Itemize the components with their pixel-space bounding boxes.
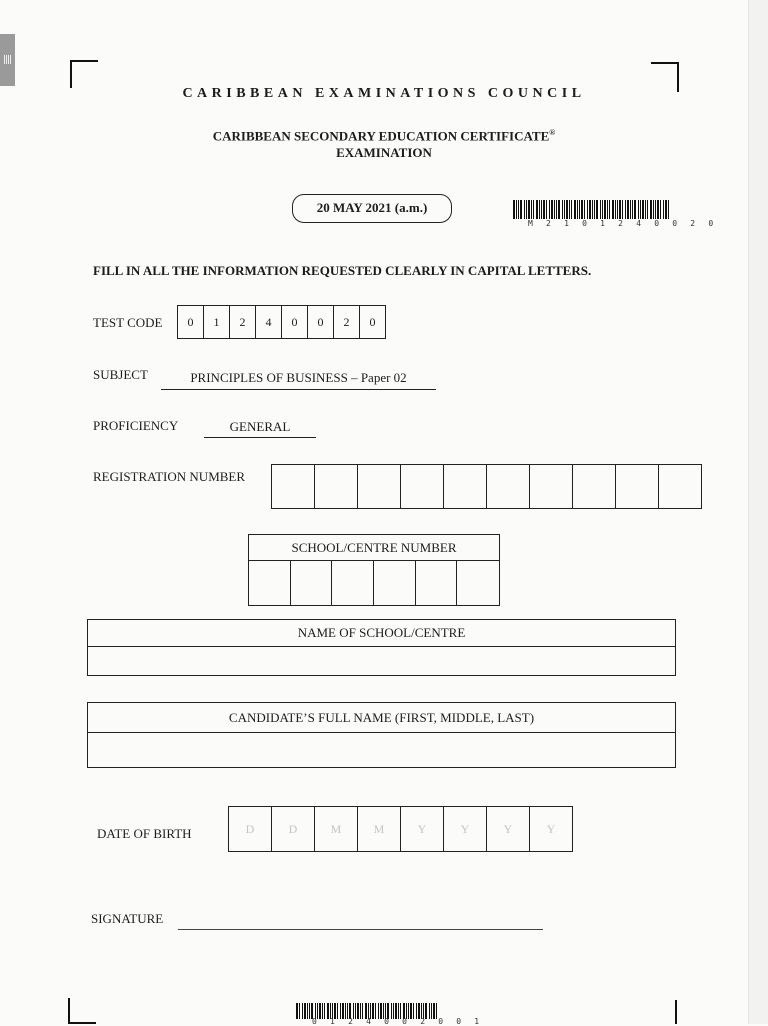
- registration-number-cell[interactable]: [272, 465, 315, 508]
- test-code-label: TEST CODE: [93, 315, 163, 330]
- test-code-digit: 0: [308, 306, 334, 338]
- signature-line[interactable]: [178, 929, 543, 930]
- barcode-top-text: M 2 1 0 1 2 4 0 0 2 0: [528, 219, 718, 228]
- test-code-digit: 4: [256, 306, 282, 338]
- school-centre-number-label: SCHOOL/CENTRE NUMBER: [249, 535, 499, 561]
- test-code-digit: 0: [360, 306, 386, 338]
- corner-mark-bottom-right: [675, 1000, 677, 1024]
- test-code-digit: 0: [178, 306, 204, 338]
- barcode-bottom-text: 0 1 2 4 0 0 2 0 0 1: [312, 1017, 484, 1026]
- test-code-digit: 2: [334, 306, 360, 338]
- candidate-name-field[interactable]: [88, 733, 675, 767]
- certificate-name: CARIBBEAN SECONDARY EDUCATION CERTIFICATE: [212, 128, 550, 144]
- signature-label: SIGNATURE: [91, 911, 164, 926]
- subject-label: SUBJECT: [93, 367, 148, 382]
- registration-number-cell[interactable]: [659, 465, 702, 508]
- candidate-name-box: [87, 702, 676, 768]
- registration-number-cell[interactable]: [401, 465, 444, 508]
- test-code-digit: 0: [282, 306, 308, 338]
- registration-number-cell[interactable]: [530, 465, 573, 508]
- registration-number-cell[interactable]: [444, 465, 487, 508]
- school-centre-number-box: [248, 534, 500, 606]
- certificate-title: [0, 124, 768, 161]
- date-of-birth-cell[interactable]: Y: [444, 807, 487, 851]
- school-centre-number-cell[interactable]: [249, 561, 291, 605]
- school-centre-number-cell[interactable]: [291, 561, 333, 605]
- examination-word: EXAMINATION: [336, 145, 432, 161]
- date-of-birth-cell[interactable]: Y: [487, 807, 530, 851]
- date-of-birth-cell[interactable]: Y: [530, 807, 573, 851]
- date-of-birth-cell[interactable]: D: [229, 807, 272, 851]
- school-name-label: NAME OF SCHOOL/CENTRE: [88, 620, 675, 647]
- school-centre-number-cell[interactable]: [374, 561, 416, 605]
- proficiency-label: PROFICIENCY: [93, 418, 179, 433]
- page-edge-tab: [0, 34, 15, 86]
- corner-mark-bottom-left: [68, 998, 96, 1024]
- date-of-birth-cell[interactable]: M: [315, 807, 358, 851]
- test-code-grid: [177, 305, 386, 339]
- exam-date: 20 MAY 2021 (a.m.): [292, 194, 452, 223]
- registration-number-grid[interactable]: [271, 464, 702, 509]
- date-of-birth-cell[interactable]: D: [272, 807, 315, 851]
- school-centre-number-grid[interactable]: [249, 561, 499, 605]
- proficiency-value: GENERAL: [204, 419, 316, 438]
- candidate-name-label: CANDIDATE’S FULL NAME (FIRST, MIDDLE, LAST): [88, 703, 675, 733]
- test-code-digit: 2: [230, 306, 256, 338]
- registration-number-cell[interactable]: [616, 465, 659, 508]
- registration-number-cell[interactable]: [487, 465, 530, 508]
- barcode-top: [513, 200, 673, 219]
- date-of-birth-cell[interactable]: Y: [401, 807, 444, 851]
- date-of-birth-label: DATE OF BIRTH: [97, 826, 192, 841]
- school-centre-number-cell[interactable]: [457, 561, 499, 605]
- registration-number-label: REGISTRATION NUMBER: [93, 469, 246, 484]
- date-of-birth-grid[interactable]: [228, 806, 573, 852]
- school-name-box: [87, 619, 676, 676]
- registration-number-cell[interactable]: [573, 465, 616, 508]
- corner-mark-top-left: [70, 60, 98, 88]
- instruction-text: FILL IN ALL THE INFORMATION REQUESTED CLEARLY IN CAPITAL LETTERS.: [93, 263, 592, 278]
- council-title: CARIBBEAN EXAMINATIONS COUNCIL: [182, 86, 586, 101]
- registration-number-cell[interactable]: [315, 465, 358, 508]
- date-of-birth-cell[interactable]: M: [358, 807, 401, 851]
- registered-mark: ®: [549, 128, 556, 137]
- school-centre-number-cell[interactable]: [332, 561, 374, 605]
- test-code-digit: 1: [204, 306, 230, 338]
- subject-value: PRINCIPLES OF BUSINESS – Paper 02: [161, 370, 436, 390]
- registration-number-cell[interactable]: [358, 465, 401, 508]
- school-name-field[interactable]: [88, 647, 675, 675]
- school-centre-number-cell[interactable]: [416, 561, 458, 605]
